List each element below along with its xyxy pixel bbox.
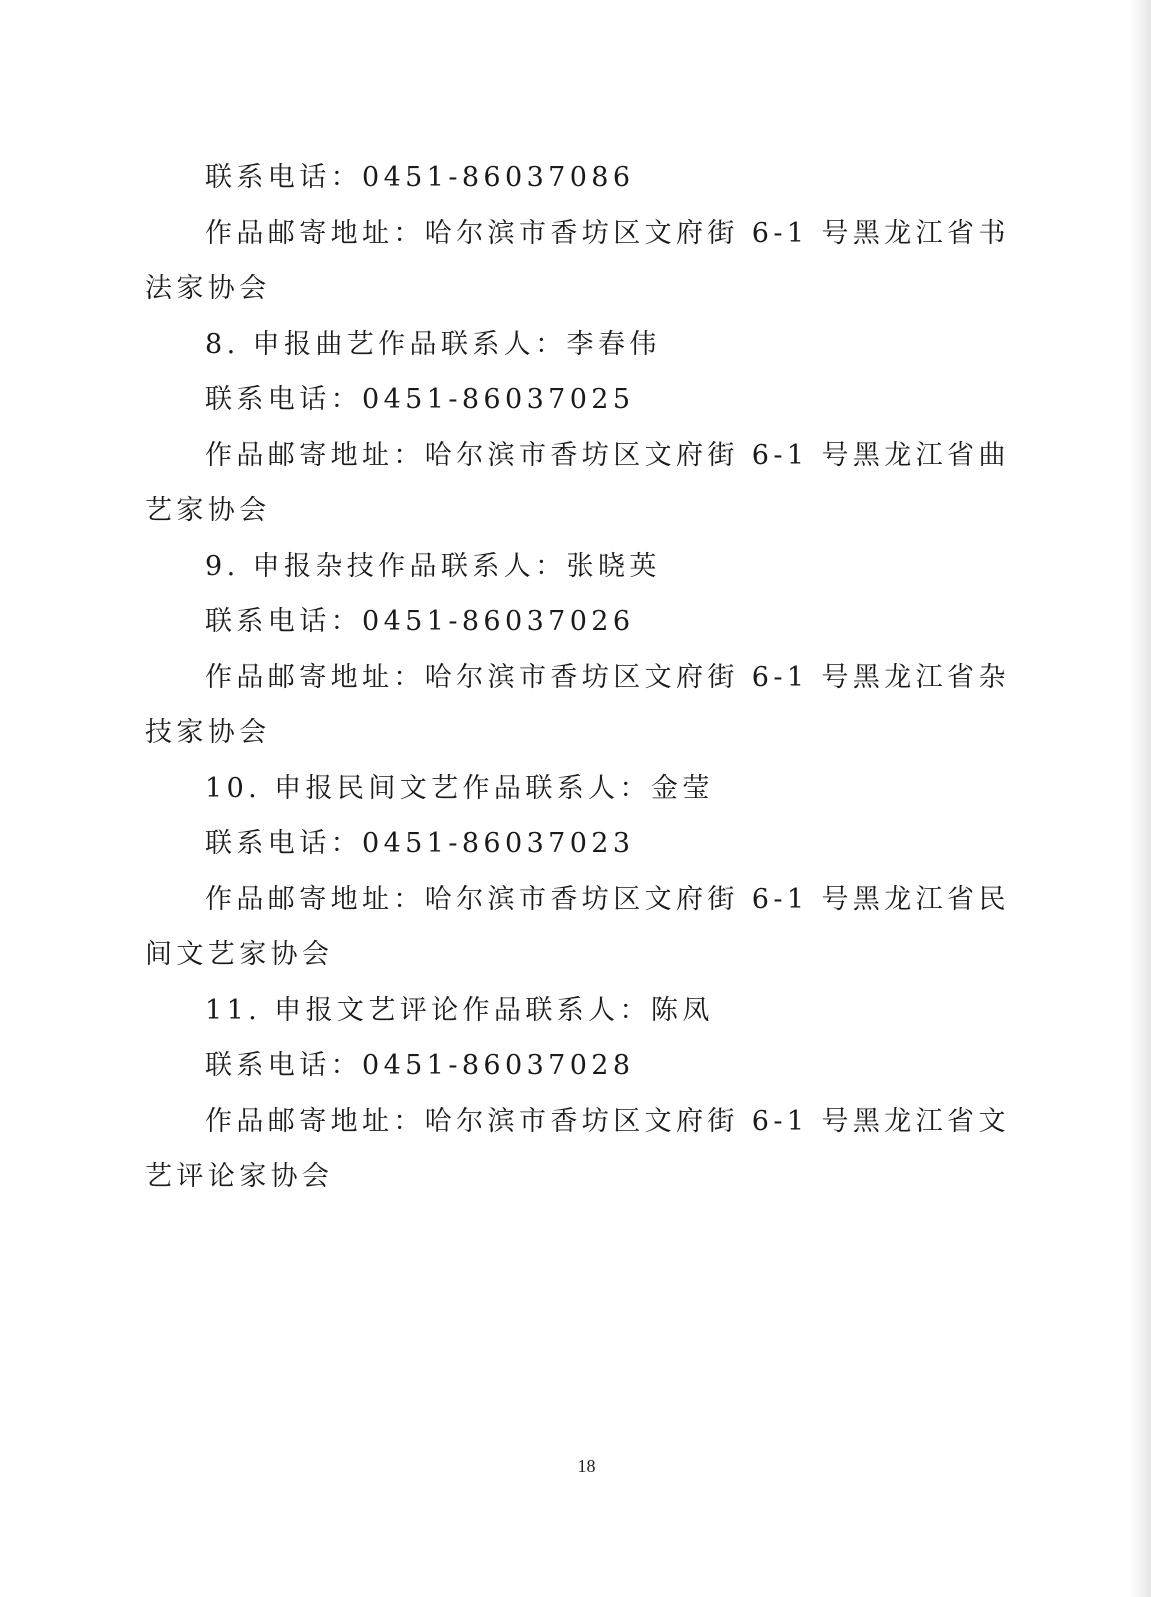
mailing-address-calligraphy: 作品邮寄地址：哈尔滨市香坊区文府街 6-1 号黑龙江省书 — [205, 217, 1010, 249]
mailing-address-art-criticism-cont: 艺评论家协会 — [145, 1161, 334, 1192]
contact-person-art-criticism: 11. 申报文艺评论作品联系人：陈凤 — [205, 994, 714, 1026]
contact-phone-art-criticism: 联系电话：0451-86037028 — [205, 1050, 635, 1081]
document-body — [145, 150, 1010, 1205]
contact-phone-acrobatics: 联系电话：0451-86037026 — [205, 606, 635, 637]
contact-phone-calligraphy: 联系电话：0451-86037086 — [205, 162, 635, 193]
mailing-address-quyi: 作品邮寄地址：哈尔滨市香坊区文府街 6-1 号黑龙江省曲 — [205, 439, 1010, 471]
mailing-address-art-criticism: 作品邮寄地址：哈尔滨市香坊区文府街 6-1 号黑龙江省文 — [205, 1105, 1010, 1137]
mailing-address-acrobatics-cont: 技家协会 — [145, 717, 271, 748]
contact-person-folk-art: 10. 申报民间文艺作品联系人：金莹 — [205, 772, 714, 804]
contact-person-quyi: 8. 申报曲艺作品联系人：李春伟 — [205, 328, 661, 360]
mailing-address-quyi-cont: 艺家协会 — [145, 495, 271, 526]
contact-phone-quyi: 联系电话：0451-86037025 — [205, 384, 635, 415]
mailing-address-folk-art: 作品邮寄地址：哈尔滨市香坊区文府街 6-1 号黑龙江省民 — [205, 883, 1010, 915]
page-number: 18 — [577, 1456, 596, 1476]
mailing-address-calligraphy-cont: 法家协会 — [145, 273, 271, 304]
contact-phone-folk-art: 联系电话：0451-86037023 — [205, 828, 635, 859]
mailing-address-acrobatics: 作品邮寄地址：哈尔滨市香坊区文府街 6-1 号黑龙江省杂 — [205, 661, 1010, 693]
mailing-address-folk-art-cont: 间文艺家协会 — [145, 939, 334, 970]
contact-person-acrobatics: 9. 申报杂技作品联系人：张晓英 — [205, 550, 661, 582]
page-edge-shadow — [1129, 0, 1151, 1597]
